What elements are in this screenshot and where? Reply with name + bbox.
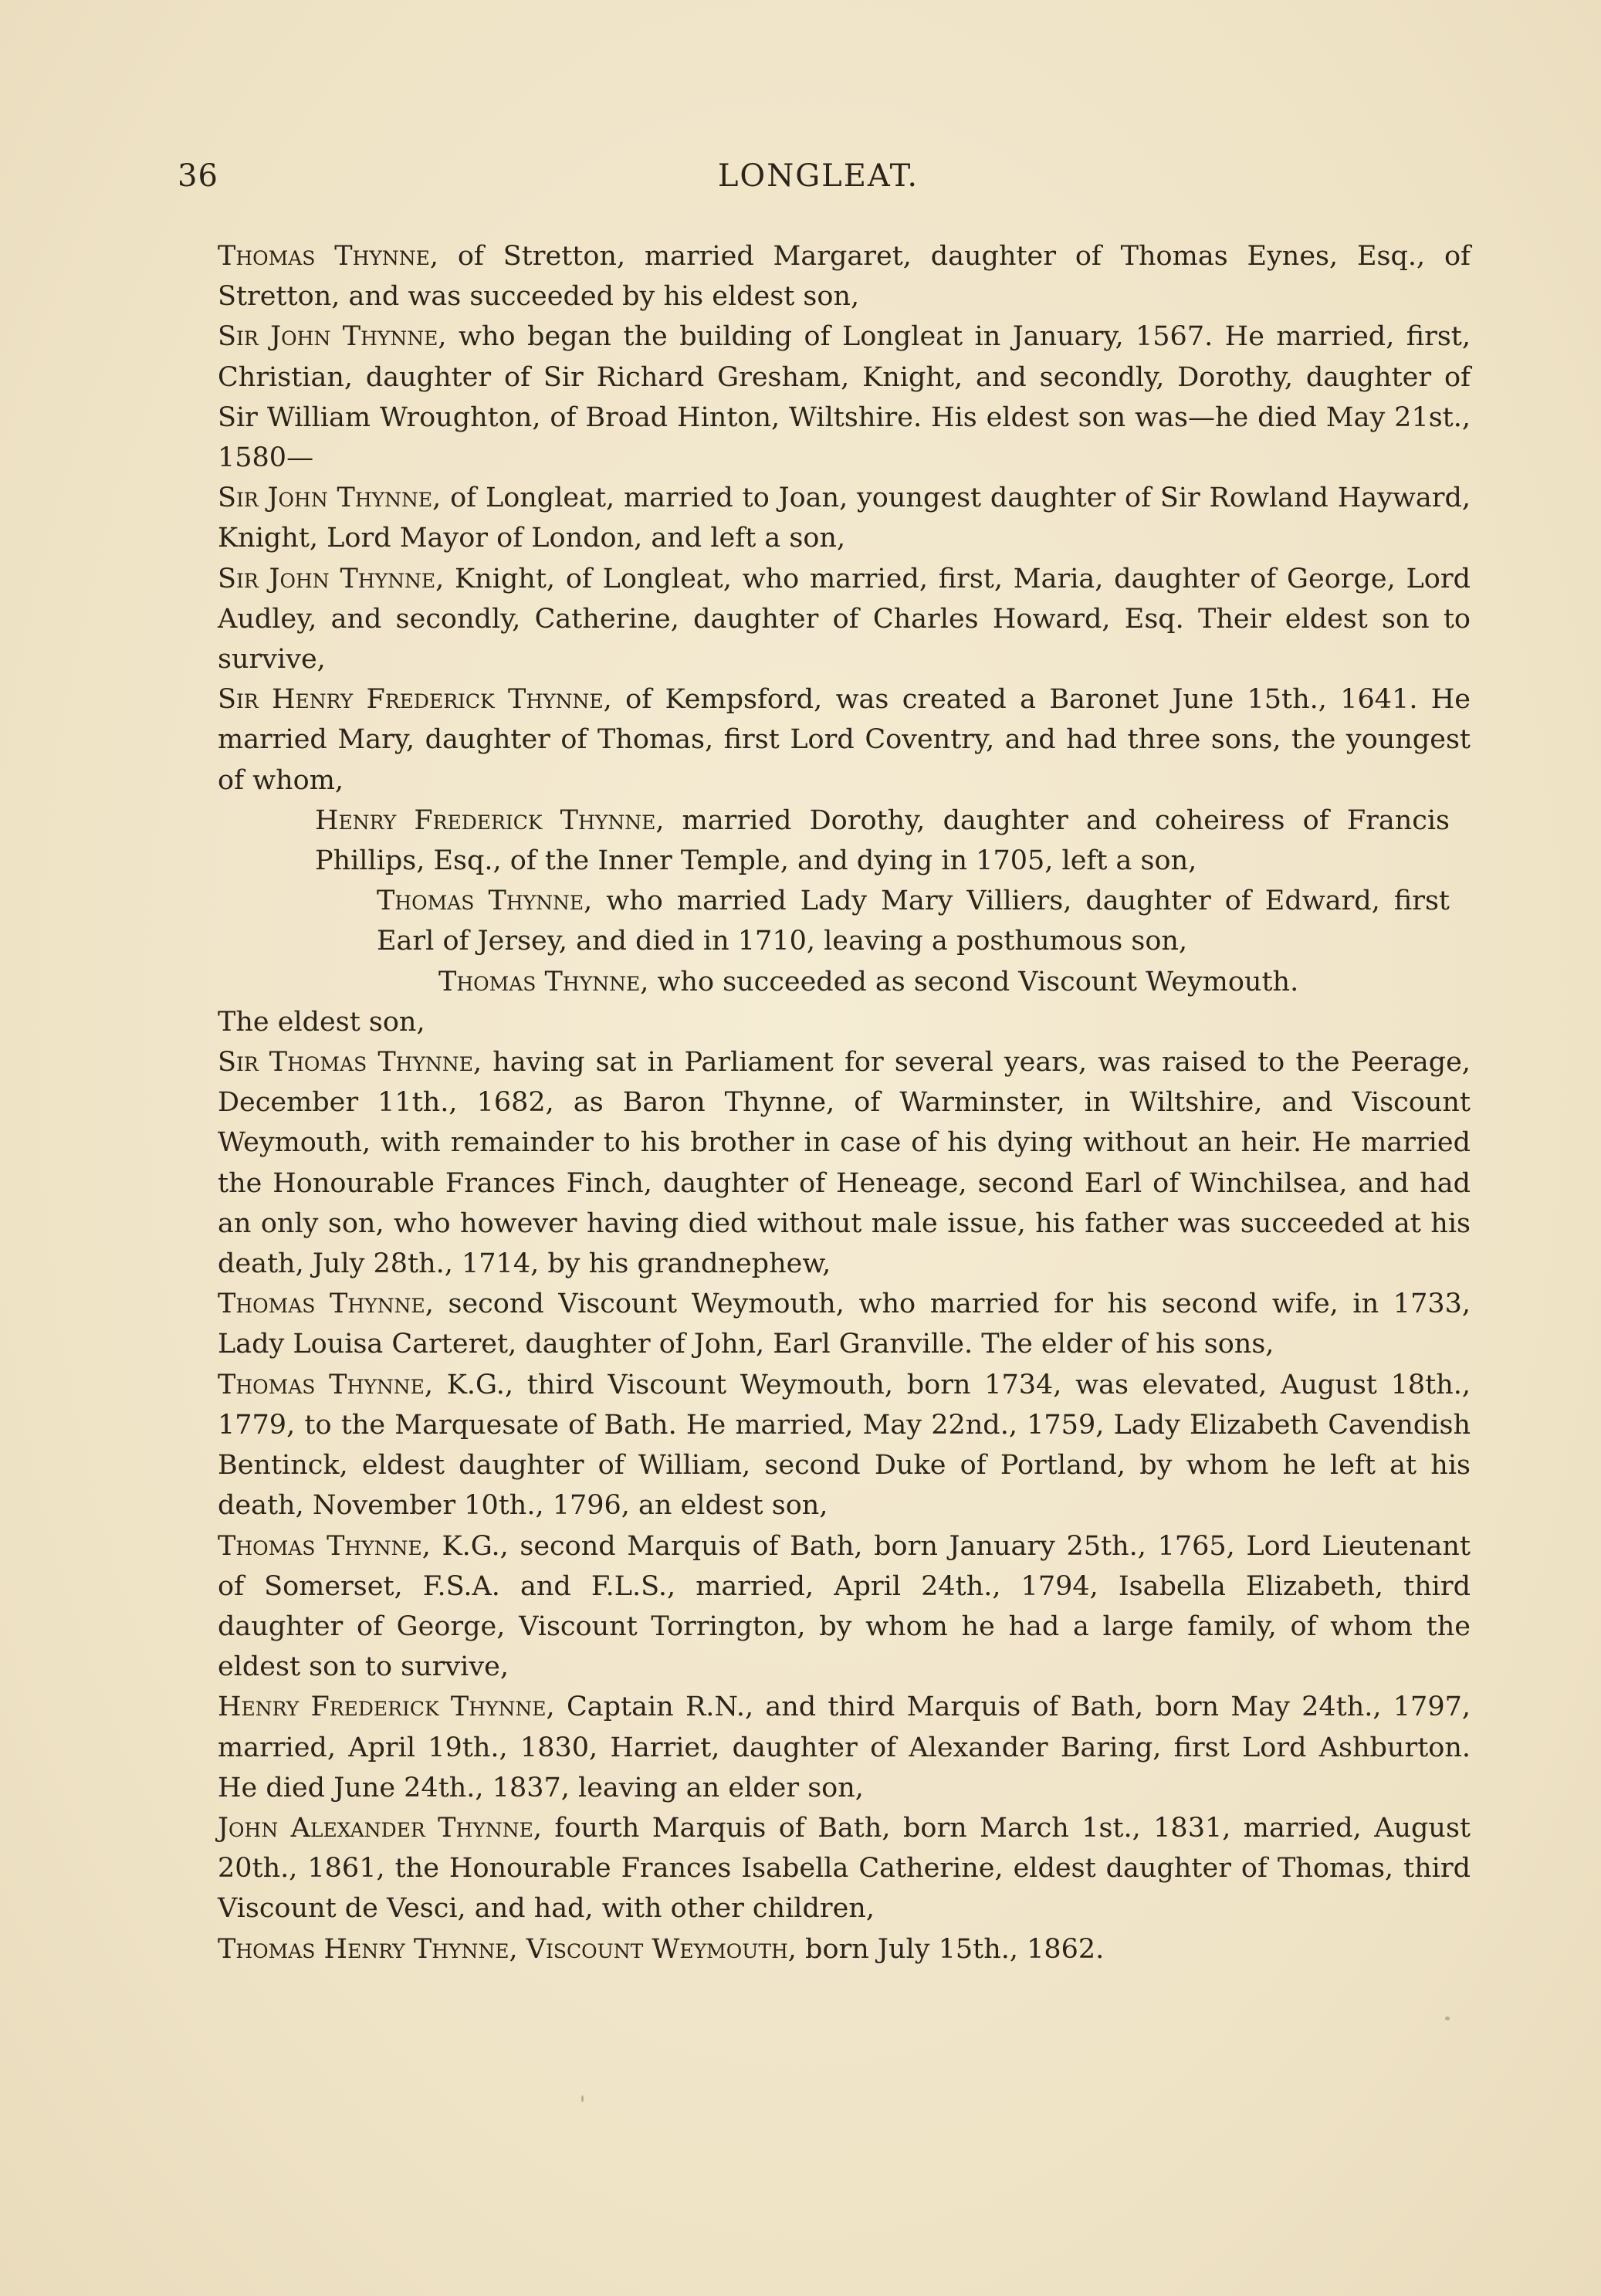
paragraph-text: married Dorothy, daughter and coheiress of Francis Phillips, Esq., of the Inner Temple, and dying in 1705, left a son, (315, 804, 1450, 877)
paragraph (185, 1808, 1471, 1929)
running-title: LONGLEAT. (717, 158, 919, 194)
page-body (185, 236, 1471, 1969)
paragraph (185, 1929, 1471, 1969)
paragraph-text: Captain R.N., and third Marquis of Bath, born May 24th., 1797, married, April 19th., 1830, Harriet, daughter of Alexander Baring, first Lord Ashburton. He died June 24th., 1837, leaving an elder son, (218, 1692, 1471, 1803)
name-lead: Sir John Thynne, (218, 563, 445, 594)
paragraph-text: K.G., second Marquis of Bath, born January 25th., 1765, Lord Lieutenant of Somerset, F.S.A. and F.L.S., married, April 24th., 1794, Isabella Elizabeth, third daughter of George, Viscount Torrington, by whom he had a large family, of whom the eldest son to survive, (218, 1530, 1471, 1683)
name-lead: Thomas Thynne, (218, 1530, 431, 1562)
paragraph (185, 1526, 1471, 1688)
paragraph (185, 1365, 1471, 1526)
name-lead: John Alexander Thynne, (218, 1812, 542, 1844)
paragraph (185, 478, 1471, 558)
name-lead: Sir Thomas Thynne, (218, 1047, 482, 1079)
name-lead: Thomas Thynne, (218, 241, 439, 272)
name-lead: Thomas Thynne, (377, 886, 593, 917)
name-lead: Henry Frederick Thynne, (315, 804, 665, 836)
paragraph-text: K.G., third Viscount Weymouth, born 1734, was elevated, August 18th., 1779, to the Marquesate of Bath. He married, May 22nd., 1759, Lady Elizabeth Cavendish Bentinck, eldest daughter of William, second Duke of Portland, by whom he left at his death, November 10th., 1796, an eldest son, (218, 1369, 1471, 1522)
name-lead: Thomas Henry Thynne, Viscount Weymouth, (218, 1933, 797, 1965)
paragraph-text: The eldest son, (218, 1006, 425, 1038)
paragraph-text: fourth Marquis of Bath, born March 1st., 1831, married, August 20th., 1861, the Honourable Frances Isabella Catherine, eldest daughter of Thomas, third Viscount de Vesci, and had, with other children, (218, 1812, 1471, 1925)
paper-speck (581, 2095, 584, 2102)
paragraph-text: of Kempsford, was created a Baronet June 15th., 1641. He married Mary, daughter of Thomas, first Lord Coventry, and had three sons, the youngest of whom, (218, 684, 1471, 796)
name-lead: Thomas Thynne, (438, 966, 649, 997)
paragraph (185, 1284, 1471, 1364)
paragraph (185, 1042, 1471, 1284)
paragraph-indented (315, 801, 1450, 881)
paragraph-text: having sat in Parliament for several years, was raised to the Peerage, December 11th., 1682, as Baron Thynne, of Warminster, in Wiltshire, and Viscount Weymouth, with remainder to his brother in case of his dying without an heir. He married the Honourable Frances Finch, daughter of Heneage, second Earl of Winchilsea, and had an only son, who however having died without male issue, his father was succeeded at his death, July 28th., 1714, by his grandnephew, (218, 1047, 1471, 1280)
paragraph-text: born July 15th., 1862. (796, 1933, 1105, 1965)
paragraph-text: who began the building of Longleat in January, 1567. He married, first, Christian, daughter of Sir Richard Gresham, Knight, and secondly, Dorothy, daughter of Sir William Wroughton, of Broad Hinton, Wiltshire. His eldest son was—he died May 21st., 1580— (218, 321, 1471, 474)
paragraph-text: who succeeded as second Viscount Weymouth. (648, 966, 1299, 997)
name-lead: Thomas Thynne, (218, 1369, 433, 1400)
paragraph (185, 1002, 1471, 1042)
paragraph (185, 679, 1471, 801)
page-header (178, 158, 1459, 205)
paragraph-text: Knight, of Longleat, who married, first, Maria, daughter of George, Lord Audley, and secondly, Catherine, daughter of Charles Howard, Esq. Their eldest son to survive, (218, 563, 1471, 676)
paragraph-indented (438, 962, 1450, 1002)
paragraph (185, 1687, 1471, 1808)
paragraph (185, 317, 1471, 478)
name-lead: Sir Henry Frederick Thynne, (218, 684, 612, 716)
paragraph-indented (377, 881, 1450, 961)
page-number: 36 (178, 158, 218, 194)
name-lead: Sir John Thynne, (218, 321, 447, 353)
name-lead: Thomas Thynne, (218, 1289, 434, 1320)
paragraph-text: who married Lady Mary Villiers, daughter of Edward, first Earl of Jersey, and died in 1710, leaving a posthumous son, (377, 886, 1450, 957)
paragraph-text: second Viscount Weymouth, who married for his second wife, in 1733, Lady Louisa Carteret, daughter of John, Earl Granville. The elder of his sons, (218, 1289, 1471, 1360)
name-lead: Sir John Thynne, (218, 483, 442, 514)
paragraph-text: of Longleat, married to Joan, youngest daughter of Sir Rowland Hayward, Knight, Lord Mayor of London, and left a son, (218, 483, 1471, 554)
paragraph-text: of Stretton, married Margaret, daughter of Thomas Eynes, Esq., of Stretton, and was succeeded by his eldest son, (218, 241, 1471, 313)
name-lead: Henry Frederick Thynne, (218, 1692, 555, 1723)
paper-speck (1445, 2017, 1450, 2020)
paragraph (185, 236, 1471, 317)
paragraph (185, 559, 1471, 680)
